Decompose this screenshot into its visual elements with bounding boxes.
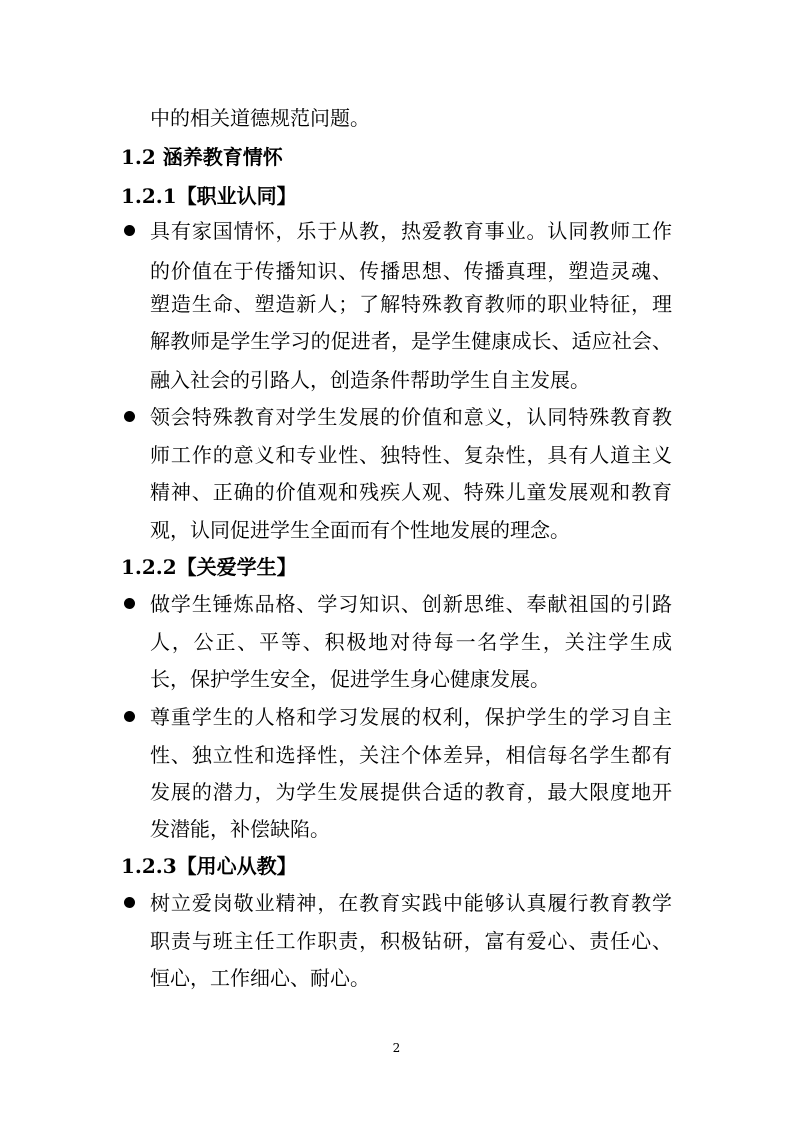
paragraph-line: 人，公正、平等、积极地对待每一名学生，关注学生成 [150,630,674,654]
paragraph-line: 恒心，工作细心、耐心。 [150,966,370,990]
paragraph-line: 领会特殊教育对学生发展的价值和意义，认同特殊教育教 [150,405,673,429]
subsection-heading: 1.2.3【用心从教】 [121,854,297,878]
paragraph-line: 长，保护学生安全，促进学生身心健康发展。 [150,667,550,691]
paragraph-line: 尊重学生的人格和学习发展的权利，保护学生的学习自主 [150,705,673,729]
subsection-heading: 1.2.1【职业认同】 [121,184,297,208]
paragraph-line: 性、独立性和选择性，关注个体差异，相信每名学生都有 [150,743,673,767]
bullet-icon [124,411,135,422]
paragraph-line: 树立爱岗敬业精神，在教育实践中能够认真履行教育教学 [150,891,673,915]
paragraph-line: 师工作的意义和专业性、独特性、复杂性，具有人道主义 [150,443,673,467]
paragraph-line: 职责与班主任工作职责，积极钻研，富有爱心、责任心、 [150,929,673,953]
paragraph-line: 精神、正确的价值观和残疾人观、特殊儿童发展观和教育 [150,480,673,504]
paragraph-line: 中的相关道德规范问题。 [150,106,370,130]
paragraph-line: 解教师是学生学习的促进者，是学生健康成长、适应社会、 [150,329,673,353]
paragraph-line: 发展的潜力，为学生发展提供合适的教育，最大限度地开 [150,780,673,804]
bullet-icon [124,598,135,609]
paragraph-line: 发潜能，补偿缺陷。 [150,817,330,841]
paragraph-line: 具有家国情怀，乐于从教，热爱教育事业。认同教师工作 [150,219,673,243]
paragraph-line: 塑造生命、塑造新人；了解特殊教育教师的职业特征，理 [150,292,673,316]
bullet-icon [124,897,135,908]
subsection-heading: 1.2.2【关爱学生】 [121,555,297,579]
paragraph-line: 观，认同促进学生全面而有个性地发展的理念。 [150,518,570,542]
bullet-icon [124,225,135,236]
paragraph-line: 融入社会的引路人，创造条件帮助学生自主发展。 [150,368,590,392]
paragraph-line: 做学生锤炼品格、学习知识、创新思维、奉献祖国的引路 [150,592,673,616]
page-number: 2 [392,1041,401,1055]
bullet-icon [124,711,135,722]
section-heading: 1.2 涵养教育情怀 [121,145,283,169]
paragraph-line: 的价值在于传播知识、传播思想、传播真理，塑造灵魂、 [150,259,673,283]
